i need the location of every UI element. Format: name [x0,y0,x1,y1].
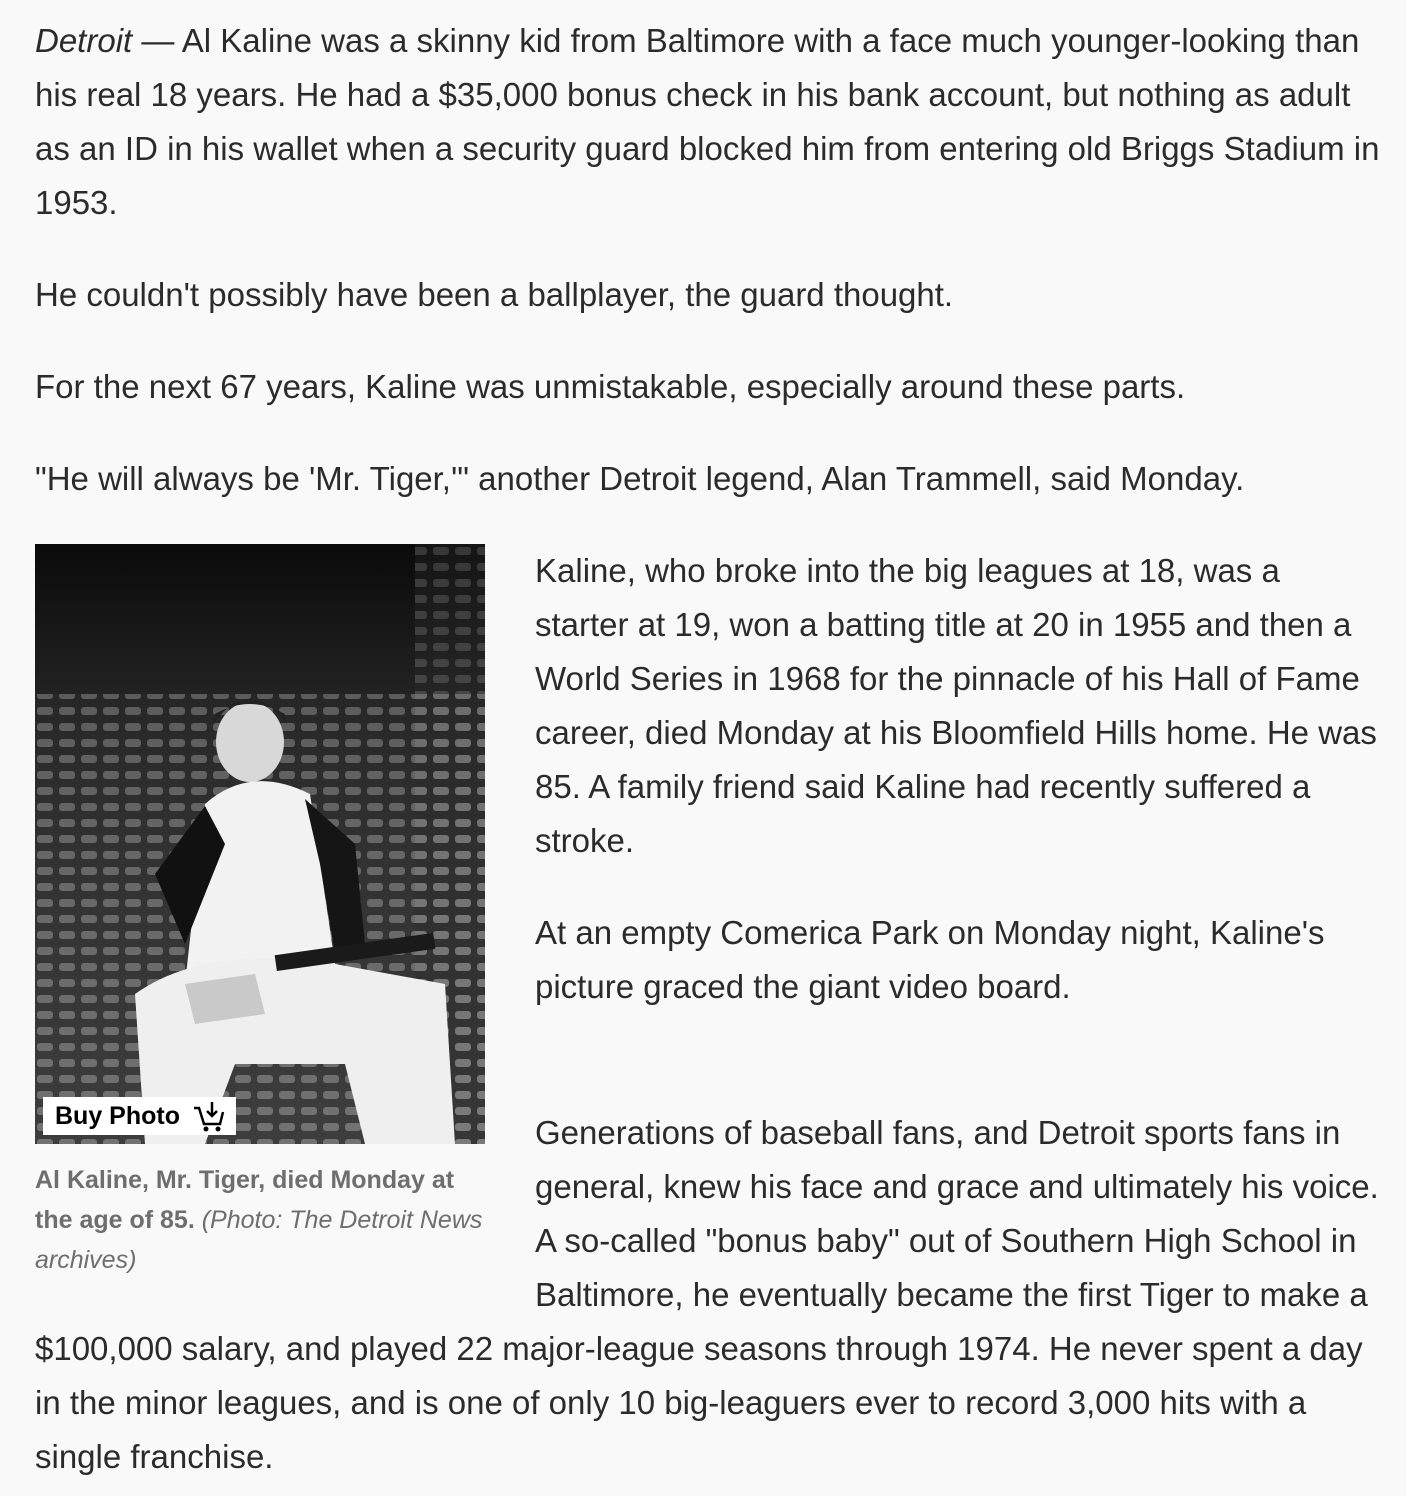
photo-illustration [35,544,485,1144]
paragraph-1 [35,14,1382,230]
cart-icon [192,1100,226,1132]
buy-photo-label: Buy Photo [55,1102,180,1130]
kaline-photo [35,544,485,1144]
dateline-separator: — [132,22,182,59]
paragraph-4: "He will always be 'Mr. Tiger,'" another Detroit legend, Alan Trammell, said Monday. [35,460,1245,497]
paragraph-5: Kaline, who broke into the big leagues at 18, was a starter at 19, won a batting title at 20 in 1955 and then a World Series in 1968 for the pinnacle of his Hall of Fame career, died Monday at his Bloomfield Hills home. He was 85. A family friend said Kaline had recently suffered a stroke. [535,552,1377,859]
caption-text: Al Kaline, Mr. Tiger, died Monday at the age of 85. [35,1166,455,1234]
paragraph-6: At an empty Comerica Park on Monday night, Kaline's picture graced the giant video board. [535,914,1325,1005]
paragraph-1-text: Al Kaline was a skinny kid from Baltimore with a face much younger-looking than his real 18 years. He had a $35,000 bonus check in his bank account, but nothing as adult as an ID in his wallet when a security guard blocked him from entering old Briggs Stadium in 1953. [35,22,1380,221]
buy-photo-button[interactable] [43,1097,236,1135]
caption-credit: (Photo: The Detroit News archives) [35,1206,483,1274]
article-figure [35,544,485,1280]
dateline: Detroit [35,22,133,59]
paragraph-7: Generations of baseball fans, and Detroit sports fans in general, knew his face and grace and ultimately his voice. A so-called "bonus baby" out of Southern High School in Baltimore, he eventually became the first Tiger to make a $100,000 salary, and played 22 major-league seasons through 1974. He never spent a day in the minor leagues, and is one of only 10 big-leaguers ever to record 3,000 hits with a single franchise. [35,1114,1379,1475]
paragraph-3: For the next 67 years, Kaline was unmistakable, especially around these parts. [35,368,1186,405]
paragraph-2: He couldn't possibly have been a ballplayer, the guard thought. [35,276,954,313]
photo-caption [35,1160,485,1280]
